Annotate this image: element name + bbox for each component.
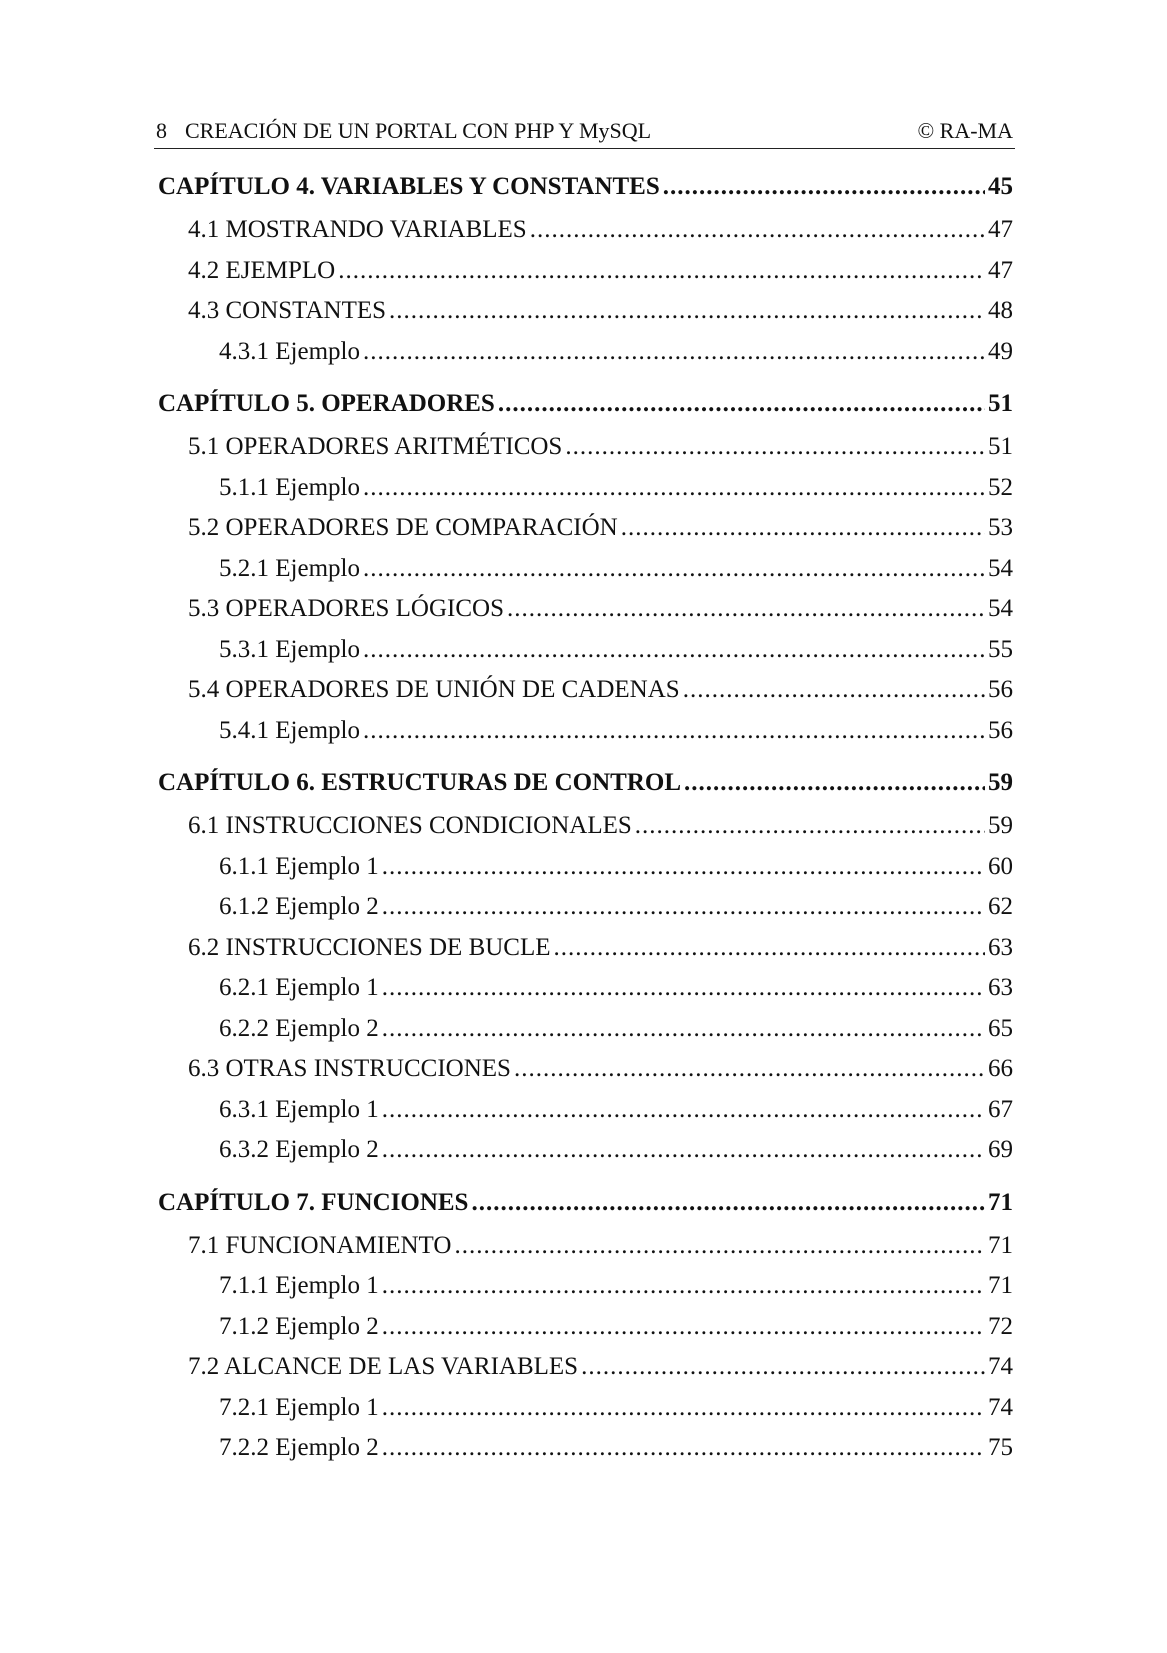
- toc-entry-title: 7.1 FUNCIONAMIENTO: [188, 1231, 452, 1259]
- toc-subsection-entry: [154, 1388, 1015, 1429]
- toc-subsection-entry: [154, 1266, 1015, 1307]
- toc-dot-leader: [382, 847, 985, 888]
- toc-dot-leader: [471, 1180, 985, 1226]
- toc-subsection-entry: [154, 1009, 1015, 1050]
- toc-dot-leader: [363, 468, 985, 509]
- toc-entry-title: 6.1 INSTRUCCIONES CONDICIONALES: [188, 812, 632, 839]
- toc-chapter-entry: [154, 760, 1015, 806]
- toc-entry-page: 63: [988, 933, 1013, 961]
- toc-entry-page: 48: [988, 297, 1013, 324]
- toc-dot-leader: [565, 427, 985, 468]
- toc-subsection-entry: [154, 468, 1015, 509]
- toc-entry-title: 5.1 OPERADORES ARITMÉTICOS: [188, 433, 563, 460]
- toc-entry-title: 6.3.1 Ejemplo 1: [219, 1095, 379, 1123]
- toc-section-entry: [154, 427, 1015, 468]
- toc-subsection-entry: [154, 968, 1015, 1009]
- toc-dot-leader: [363, 630, 985, 671]
- toc-entry-title: 5.2.1 Ejemplo: [219, 554, 360, 582]
- book-title: CREACIÓN DE UN PORTAL CON PHP Y MySQL: [185, 118, 652, 143]
- toc-section-entry: [154, 1347, 1015, 1388]
- toc-entry-page: 65: [988, 1014, 1013, 1042]
- toc-dot-leader: [363, 549, 985, 590]
- toc-entry-title: CAPÍTULO 5. OPERADORES: [158, 390, 495, 417]
- toc-entry-page: 47: [988, 256, 1013, 284]
- toc-dot-leader: [389, 291, 985, 332]
- toc-dot-leader: [382, 1307, 985, 1348]
- toc-entry-title: 7.2 ALCANCE DE LAS VARIABLES: [188, 1353, 579, 1380]
- toc-subsection-entry: [154, 1090, 1015, 1131]
- toc-entry-page: 71: [988, 1231, 1013, 1259]
- toc-chapter-entry: [154, 164, 1015, 210]
- toc-entry-title: 5.3.1 Ejemplo: [219, 635, 360, 663]
- toc-dot-leader: [363, 711, 985, 752]
- toc-entry-title: 7.2.2 Ejemplo 2: [219, 1434, 379, 1461]
- toc-entry-title: 4.2 EJEMPLO: [188, 256, 336, 284]
- toc-dot-leader: [382, 1428, 985, 1469]
- toc-entry-title: 6.1.1 Ejemplo 1: [219, 852, 379, 880]
- toc-section-entry: [154, 508, 1015, 549]
- toc-entry-title: CAPÍTULO 6. ESTRUCTURAS DE CONTROL: [158, 769, 681, 796]
- toc-entry-page: 69: [988, 1136, 1013, 1163]
- toc-section-entry: [154, 928, 1015, 969]
- toc-dot-leader: [338, 251, 985, 292]
- toc-dot-leader: [554, 928, 985, 969]
- toc-entry-title: 4.1 MOSTRANDO VARIABLES: [188, 216, 527, 243]
- toc-subsection-entry: [154, 847, 1015, 888]
- toc-entry-title: 6.2.1 Ejemplo 1: [219, 974, 379, 1001]
- toc-dot-leader: [382, 1388, 985, 1429]
- toc-section-entry: [154, 1049, 1015, 1090]
- toc-subsection-entry: [154, 630, 1015, 671]
- toc-subsection-entry: [154, 1130, 1015, 1171]
- toc-entry-page: 52: [988, 473, 1013, 501]
- table-of-contents: [154, 164, 1015, 1469]
- toc-section-entry: [154, 251, 1015, 292]
- toc-entry-page: 66: [988, 1055, 1013, 1082]
- toc-entry-page: 49: [988, 337, 1013, 365]
- toc-entry-title: 6.3.2 Ejemplo 2: [219, 1136, 379, 1163]
- toc-chapter-entry: [154, 1180, 1015, 1226]
- toc-entry-title: 7.1.1 Ejemplo 1: [219, 1272, 379, 1299]
- toc-section-entry: [154, 210, 1015, 251]
- toc-entry-page: 51: [988, 390, 1013, 417]
- toc-entry-title: 7.1.2 Ejemplo 2: [219, 1312, 379, 1340]
- toc-entry-page: 75: [988, 1434, 1013, 1461]
- toc-subsection-entry: [154, 887, 1015, 928]
- toc-entry-page: 55: [988, 635, 1013, 663]
- toc-entry-title: 5.1.1 Ejemplo: [219, 473, 360, 501]
- toc-subsection-entry: [154, 549, 1015, 590]
- toc-subsection-entry: [154, 332, 1015, 373]
- toc-entry-title: 6.2 INSTRUCCIONES DE BUCLE: [188, 933, 551, 961]
- toc-subsection-entry: [154, 1307, 1015, 1348]
- toc-entry-title: 6.1.2 Ejemplo 2: [219, 893, 379, 920]
- publisher-mark: © RA-MA: [917, 118, 1013, 143]
- toc-entry-title: 4.3.1 Ejemplo: [219, 337, 360, 365]
- toc-subsection-entry: [154, 1428, 1015, 1469]
- running-header-left: [156, 118, 651, 144]
- toc-dot-leader: [621, 508, 985, 549]
- toc-dot-leader: [663, 164, 985, 210]
- toc-entry-title: CAPÍTULO 4. VARIABLES Y CONSTANTES: [158, 173, 660, 200]
- toc-dot-leader: [363, 332, 985, 373]
- running-header: [154, 118, 1015, 149]
- toc-dot-leader: [530, 210, 985, 251]
- toc-entry-page: 71: [988, 1188, 1013, 1216]
- toc-dot-leader: [382, 1266, 985, 1307]
- book-page: [154, 118, 1015, 1469]
- toc-dot-leader: [514, 1049, 985, 1090]
- toc-dot-leader: [498, 381, 985, 427]
- toc-dot-leader: [454, 1226, 985, 1267]
- toc-entry-title: 4.3 CONSTANTES: [188, 297, 387, 324]
- toc-entry-page: 56: [988, 676, 1013, 703]
- toc-section-entry: [154, 806, 1015, 847]
- toc-chapter-entry: [154, 381, 1015, 427]
- toc-dot-leader: [683, 670, 985, 711]
- toc-dot-leader: [507, 589, 985, 630]
- toc-dot-leader: [382, 887, 985, 928]
- toc-subsection-entry: [154, 711, 1015, 752]
- toc-entry-title: 5.4 OPERADORES DE UNIÓN DE CADENAS: [188, 676, 680, 703]
- toc-entry-page: 67: [988, 1095, 1013, 1123]
- toc-dot-leader: [684, 760, 985, 806]
- toc-entry-page: 53: [988, 514, 1013, 541]
- toc-entry-title: 5.2 OPERADORES DE COMPARACIÓN: [188, 514, 618, 541]
- toc-entry-page: 45: [988, 173, 1013, 200]
- toc-entry-page: 72: [988, 1312, 1013, 1340]
- toc-entry-page: 47: [988, 216, 1013, 243]
- toc-entry-page: 74: [988, 1393, 1013, 1421]
- page-number: 8: [156, 118, 167, 143]
- toc-dot-leader: [581, 1347, 985, 1388]
- toc-entry-page: 63: [988, 974, 1013, 1001]
- toc-dot-leader: [382, 1130, 985, 1171]
- toc-section-entry: [154, 291, 1015, 332]
- toc-entry-page: 62: [988, 893, 1013, 920]
- toc-entry-page: 71: [988, 1272, 1013, 1299]
- toc-section-entry: [154, 589, 1015, 630]
- toc-entry-page: 51: [988, 433, 1013, 460]
- toc-entry-page: 74: [988, 1353, 1013, 1380]
- toc-dot-leader: [635, 806, 985, 847]
- toc-entry-page: 54: [988, 554, 1013, 582]
- toc-entry-title: 7.2.1 Ejemplo 1: [219, 1393, 379, 1421]
- toc-entry-title: 5.4.1 Ejemplo: [219, 716, 360, 744]
- toc-entry-page: 56: [988, 716, 1013, 744]
- toc-dot-leader: [382, 968, 985, 1009]
- toc-entry-title: CAPÍTULO 7. FUNCIONES: [158, 1188, 469, 1216]
- toc-dot-leader: [382, 1009, 985, 1050]
- toc-entry-title: 6.2.2 Ejemplo 2: [219, 1014, 379, 1042]
- toc-section-entry: [154, 1226, 1015, 1267]
- toc-entry-title: 6.3 OTRAS INSTRUCCIONES: [188, 1055, 511, 1082]
- toc-entry-title: 5.3 OPERADORES LÓGICOS: [188, 595, 505, 622]
- toc-entry-page: 59: [988, 769, 1013, 796]
- toc-entry-page: 60: [988, 852, 1013, 880]
- toc-entry-page: 59: [988, 812, 1013, 839]
- toc-entry-page: 54: [988, 595, 1013, 622]
- toc-dot-leader: [382, 1090, 985, 1131]
- toc-section-entry: [154, 670, 1015, 711]
